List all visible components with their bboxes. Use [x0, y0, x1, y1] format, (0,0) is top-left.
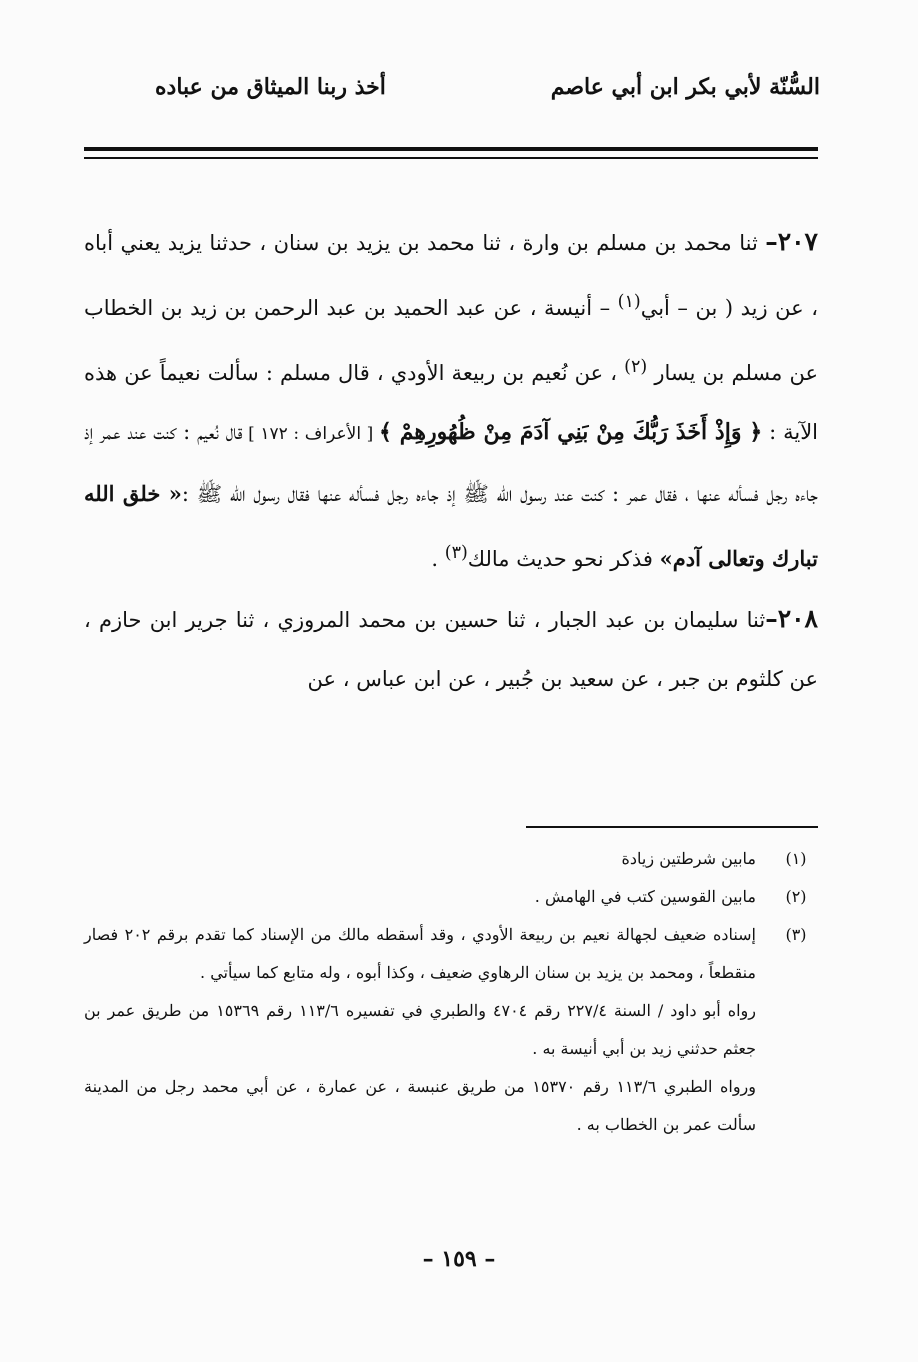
hadith-text: ثنا محمد بن مسلم بن وارة ، ثنا محمد بن يزيد بن سنان ، حدثنا يزيد يعني أباه ، عن زيد ( بن – أبي [84, 231, 819, 320]
quran-verse: ﴿ وَإِذْ أَخَذَ رَبُّكَ مِنْ بَنِي آدَمَ مِنْ ظُهُورِهِمْ ﴾ [378, 419, 763, 445]
footnote-text: ورواه الطبري ١١٣/٦ رقم ١٥٣٧٠ من طريق عنبسة ، عن عمارة ، عن أبي محمد رجل من المدينة سألت عمر بن الخطاب به . [84, 1077, 757, 1134]
footnote-text: مابين شرطتين زيادة [621, 849, 756, 868]
footnote-text: رواه أبو داود / السنة ٢٢٧/٤ رقم ٤٧٠٤ والطبري في تفسيره ١١٣/٦ رقم ١٥٣٦٩ من طريق عمر بن جعثم حدثني زيد بن أبي أنيسة به . [84, 1001, 756, 1058]
hadith-text: ثنا سليمان بن عبد الجبار ، ثنا حسين بن محمد المروزي ، ثنا جرير ابن حازم ، عن كلثوم بن جبر ، عن سعيد بن جُبير ، عن ابن عباس ، عن [84, 608, 818, 691]
chapter-title: أخذ ربنا الميثاق من عباده [155, 74, 386, 100]
header-rule-thick [84, 147, 818, 151]
hadith-text: قال نُعيم : كنت عند عمر إذ جاءه رجل فسأله عنها ، فقال عمر : كنت عند رسول الله ﷺ إذ جاءه رجل فسأله عنها فقال رسول الله ﷺ : [84, 420, 819, 506]
hadith-text: . [431, 547, 445, 571]
footnote [84, 878, 818, 916]
hadith-number: ٢٠٨– [765, 604, 818, 633]
footnote-number: (٣) [785, 925, 807, 944]
hadith-207 [84, 212, 818, 589]
footnote-separator [526, 826, 818, 828]
footnote-marker: (٣) [444, 543, 468, 563]
footnote-number: (١) [785, 849, 807, 868]
footnote-text: مابين القوسين كتب في الهامش . [534, 887, 756, 906]
hadith-text: ، عن نُعيم بن ربيعة الأودي ، قال مسلم : سألت نعيماً عن هذه الآية : [84, 361, 818, 444]
footnote-marker: (٢) [624, 357, 648, 377]
hadith-208 [84, 589, 818, 709]
footnote [84, 840, 818, 878]
prophetic-quote: « خلق الله تبارك وتعالى آدم» [84, 481, 818, 571]
footnotes [84, 840, 818, 1144]
footnote [84, 916, 818, 1144]
page-number: – ١٥٩ – [422, 1246, 496, 1272]
hadith-text: – أنيسة ، عن عبد الحميد بن عبد الرحمن بن زيد بن الخطاب عن مسلم بن يسار [84, 296, 818, 385]
header-rule-thin [84, 157, 818, 159]
hadith-text: فذكر نحو حديث مالك [467, 547, 660, 571]
main-text [84, 212, 818, 709]
book-title: السُّنّة لأبي بكر ابن أبي عاصم [550, 74, 820, 100]
quran-reference: [ الأعراف : ١٧٢ ] [242, 424, 379, 444]
footnote-marker: (١) [617, 292, 641, 312]
hadith-number: ٢٠٧– [765, 227, 818, 256]
running-header [80, 74, 820, 118]
footnote-number: (٢) [785, 887, 807, 906]
footnote-text: إسناده ضعيف لجهالة نعيم بن ربيعة الأودي ، وقد أسقطه مالك من الإسناد كما تقدم برقم ٢٠٢ فصار منقطعاً ، ومحمد بن يزيد بن سنان الرهاوي ضعيف ، وكذا أبوه ، وله متابع كما سيأتي . [84, 925, 757, 982]
